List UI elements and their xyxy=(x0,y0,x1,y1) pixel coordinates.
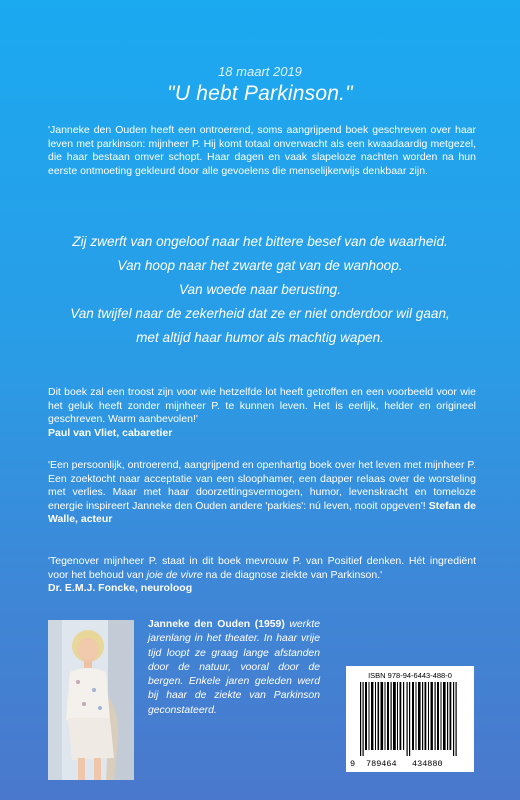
quote-line: met altijd haar humor als machtig wapen. xyxy=(136,330,384,345)
isbn-text: ISBN 978-94-6443-488-0 xyxy=(368,671,452,680)
quote-block xyxy=(30,230,490,350)
quote-line: Zij zwerft van ongeloof naar het bittere besef van de waarheid. xyxy=(72,234,448,249)
author-bio xyxy=(148,618,320,718)
author-photo xyxy=(48,620,134,780)
headline: "U hebt Parkinson." xyxy=(167,82,353,105)
quote-line: Van hoop naar het zwarte gat van de wanhoop. xyxy=(117,258,403,273)
quote-line: Van twijfel naar de zekerheid dat ze er niet onderdoor wil gaan, xyxy=(70,306,450,321)
author-name: Janneke den Ouden (1959) xyxy=(148,619,285,630)
review-author: Stefan de Walle, acteur xyxy=(48,499,476,525)
barcode-digit-group2: 434880 xyxy=(412,759,443,769)
date-line: 18 maart 2019 xyxy=(218,64,302,79)
review-text: 'Tegenover mijnheer P. staat in dit boek mevrouw P. van Positief denken. Hét ingrediënt voor het behoud van xyxy=(48,555,476,581)
review-author: Paul van Vliet, cabaretier xyxy=(48,426,173,439)
author-bio-text: werkte jarenlang in het theater. In haar vrije tijd loopt ze graag lange afstanden door de natuur, vooral door de bergen. Enkele jaren geleden werd bij haar de ziekte van Parkinson geconstateerd. xyxy=(148,619,320,716)
review-author: Dr. E.M.J. Foncke, neuroloog xyxy=(48,582,193,594)
barcode-digit-group1: 789464 xyxy=(366,759,397,769)
barcode-label xyxy=(346,666,474,772)
barcode-icon xyxy=(356,682,464,756)
review-foncke xyxy=(48,555,476,596)
intro-paragraph: 'Janneke den Ouden heeft een ontroerend, soms aangrijpend boek geschreven over haar leven met parkinson: mijnheer P. Hij komt totaal onverwacht als een kwaadaardig metgezel, die haar bestaan omver schopt. Haar dagen en vaak slapeloze nachten worden na hun eerste ontmoeting gekleurd door alle gevoelens die menselijkerwijs denkbaar zijn. xyxy=(48,124,476,177)
review-text: Dit boek zal een troost zijn voor wie hetzelfde lot heeft getroffen en een voorbeeld voor wie het geluk heeft zonder mijnheer P. te kunnen leven. Het is eerlijk, helder en origineel geschreven. Warm aanbevolen!' xyxy=(48,386,476,425)
quote-line: Van woede naar berusting. xyxy=(179,282,341,297)
review-text: 'Een persoonlijk, ontroerend, aangrijpend en openhartig boek over het leven met mijnheer P. Een zoektocht naar acceptatie van een sloophamer, een dapper relaas over de worsteling met verlies. Maar met haar doorzettingsvermogen, humor, levenskracht en tomeloze energie inspireert Janneke den Ouden andere 'parkies': nú leven, nooit opgeven'! xyxy=(48,459,476,512)
review-paul-van-vliet xyxy=(48,386,476,440)
barcode-digit-first: 9 xyxy=(350,759,356,769)
review-text-after: na de diagnose ziekte van Parkinson.' xyxy=(205,568,383,581)
review-stefan-de-walle xyxy=(48,459,476,527)
author-photo-illustration xyxy=(48,620,134,780)
review-text-italic: joie de vivre xyxy=(146,568,203,581)
